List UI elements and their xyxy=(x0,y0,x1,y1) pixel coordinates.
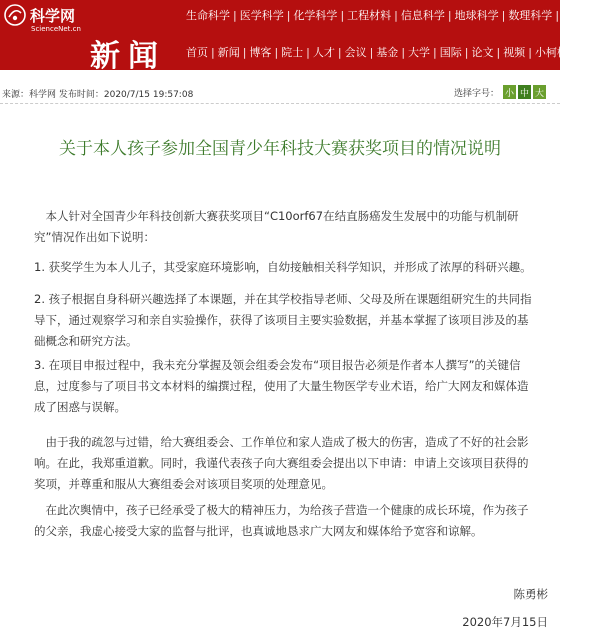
nav-item-xiaoke-robot[interactable]: 小柯机器人 xyxy=(534,46,590,59)
nav-separator: | xyxy=(369,45,374,59)
nav-item-information-science[interactable]: 信息科学 xyxy=(400,9,445,22)
font-size-selector xyxy=(454,85,546,99)
nav-separator: | xyxy=(340,8,345,22)
nav-item-management[interactable]: 管 xyxy=(562,9,574,22)
nav-item-engineering-materials[interactable]: 工程材料 xyxy=(347,9,392,22)
paragraph-point-1: 1. 获奖学生为本人儿子，其受家庭环境影响，自幼接触相关科学知识，并形成了浓厚的科研兴趣。 xyxy=(34,260,532,274)
site-logo[interactable] xyxy=(4,4,82,34)
nav-separator: | xyxy=(242,45,247,59)
nav-separator: | xyxy=(501,8,506,22)
paragraph-point-3: 3. 在项目申报过程中，我未充分掌握及领会组委会发布“项目报告必须是作者本人撰写”的关键信息，过度参与了项目书文本材料的编撰过程，使用了大量生物医学专业术语，给广大网友和媒体造成了困惑与误解。 xyxy=(34,358,529,414)
nav-separator: | xyxy=(447,8,452,22)
nav-separator: | xyxy=(274,45,279,59)
author-signature: 陈勇彬 xyxy=(513,587,548,601)
font-size-large-button[interactable]: 大 xyxy=(533,85,546,99)
article-paragraph xyxy=(34,206,534,248)
font-size-small-button[interactable]: 小 xyxy=(503,85,516,99)
nav-item-videos[interactable]: 视频 xyxy=(503,46,526,59)
nav-item-earth-science[interactable]: 地球科学 xyxy=(454,9,499,22)
section-title: 新闻 xyxy=(90,39,166,74)
nav-separator: | xyxy=(464,45,469,59)
nav-item-home[interactable]: 首页 xyxy=(186,46,208,59)
paragraph-point-2: 2. 孩子根据自身科研兴趣选择了本课题，并在其学校指导老师、父母及所在课题组研究生的共同指导下，通过观察学习和亲自实验操作，获得了该项目主要实验数据，并基本掌握了该项目涉及的基础概念和研究方法。 xyxy=(34,292,532,348)
paragraph-closing: 在此次舆情中，孩子已经承受了极大的精神压力，为给孩子营造一个健康的成长环境，作为孩子的父亲，我虚心接受大家的监督与批评，也真诚地恳求广大网友和媒体给予宽容和谅解。 xyxy=(34,503,529,538)
nav-separator: | xyxy=(433,45,437,59)
nav-separator: | xyxy=(394,8,398,22)
source-and-time: 来源：科学网 发布时间：2020/7/15 19:57:08 xyxy=(2,90,194,100)
nav-separator: | xyxy=(286,8,291,22)
nav-top xyxy=(186,6,573,24)
nav-item-medical-science[interactable]: 医学科学 xyxy=(239,9,284,22)
logo-text-cn: 科学网 xyxy=(30,7,76,25)
article-paragraph xyxy=(34,500,534,542)
article-paragraph xyxy=(34,432,534,495)
nav-item-international[interactable]: 国际 xyxy=(439,46,462,59)
nav-separator: | xyxy=(555,8,560,22)
nav-item-academicians[interactable]: 院士 xyxy=(281,46,304,59)
nav-item-funding[interactable]: 基金 xyxy=(376,46,399,59)
nav-separator: | xyxy=(233,8,237,22)
font-size-label: 选择字号： xyxy=(453,88,499,99)
paragraph-intro: 本人针对全国青少年科技创新大赛获奖项目“C10orf67在结直肠癌发生发展中的功能与机制研究”情况作出如下说明： xyxy=(34,209,519,244)
nav-item-conferences[interactable]: 会议 xyxy=(344,46,367,59)
nav-separator: | xyxy=(496,45,501,59)
nav-item-math-physics[interactable]: 数理科学 xyxy=(508,9,553,22)
sciencenet-logo-icon xyxy=(4,4,26,26)
nav-item-blog[interactable]: 博客 xyxy=(249,46,272,59)
nav-separator: | xyxy=(528,45,532,59)
article-paragraph xyxy=(34,257,534,278)
article-title: 关于本人孩子参加全国青少年科技大赛获奖项目的情况说明 xyxy=(59,139,501,159)
font-size-medium-button[interactable]: 中 xyxy=(518,85,531,99)
article-meta-bar xyxy=(0,84,560,104)
nav-separator: | xyxy=(211,45,215,59)
nav-item-news[interactable]: 新闻 xyxy=(217,46,240,59)
nav-item-talent[interactable]: 人才 xyxy=(312,46,335,59)
article-paragraph xyxy=(34,355,534,418)
site-header xyxy=(0,0,590,74)
nav-separator: | xyxy=(337,45,342,59)
logo-text-en: ScienceNet.cn xyxy=(31,25,81,33)
nav-item-chemical-science[interactable]: 化学科学 xyxy=(293,9,338,22)
nav-separator: | xyxy=(306,45,310,59)
article-paragraph xyxy=(34,289,534,352)
nav-item-universities[interactable]: 大学 xyxy=(408,46,431,59)
nav-bottom xyxy=(186,43,590,61)
nav-separator: | xyxy=(401,45,406,59)
article-date: 2020年7月15日 xyxy=(462,615,548,629)
nav-item-papers[interactable]: 论文 xyxy=(471,46,494,59)
nav-item-life-science[interactable]: 生命科学 xyxy=(186,9,230,22)
paragraph-apology: 由于我的疏忽与过错，给大赛组委会、工作单位和家人造成了极大的伤害，造成了不好的社会影响。在此，我郑重道歉。同时，我谨代表孩子向大赛组委会提出以下申请：申请上交该项目获得的奖项，并尊重和服从大赛组委会对该项目奖项的处理意见。 xyxy=(34,435,529,491)
